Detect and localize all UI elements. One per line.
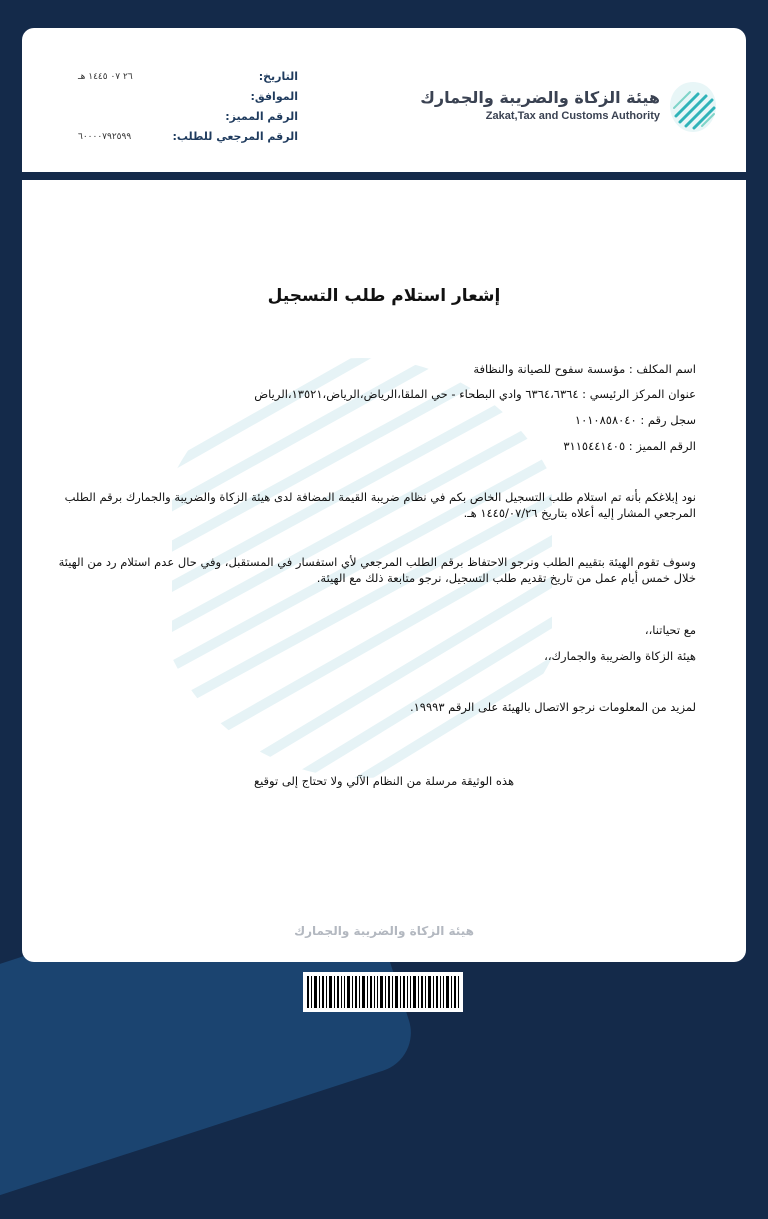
meta-corresponding-row [78, 90, 298, 110]
zatca-logo-icon [668, 80, 718, 134]
meta-distinct-number-label: الرقم المميز: [225, 110, 298, 123]
meta-date-value: ٢٦ ٠٧ ١٤٤٥ هـ [78, 72, 133, 82]
header-divider-band [22, 172, 746, 180]
evaluation-paragraph: وسوف تقوم الهيئة بتقييم الطلب ونرجو الاحتفاظ برقم الطلب المرجعي لأي استفسار في المستقبل، وفي حال عدم استلام رد من الهيئة خلال خمس أيام عمل من تاريخ تقديم طلب التسجيل، نرجو متابعة ذلك مع الهيئة. [58, 555, 696, 585]
meta-reference-row [78, 130, 298, 150]
distinct-number: الرقم المميز : ٣١١٥٤٤١٤٠٥ [563, 439, 696, 453]
barcode [303, 972, 463, 1012]
meta-corresponding-label: الموافق: [250, 90, 298, 103]
meta-reference-value: ٦٠٠٠٠٧٩٢٥٩٩ [78, 132, 132, 142]
taxpayer-name: اسم المكلف : مؤسسة سفوح للصيانة والنظافة [473, 362, 696, 376]
document-header [22, 28, 746, 172]
commercial-registration: سجل رقم : ١٠١٠٨٥٨٠٤٠ [574, 413, 696, 427]
automated-document-note: هذه الوثيقة مرسلة من النظام الآلي ولا تحتاج إلى توقيع [253, 774, 515, 788]
meta-date-row [78, 70, 298, 90]
logo-english-name: Zakat,Tax and Customs Authority [485, 110, 660, 122]
document-meta [78, 70, 298, 150]
document-page [22, 28, 746, 962]
watermark-stripes [172, 348, 552, 828]
meta-distinct-number-row [78, 110, 298, 130]
authority-logo [420, 80, 718, 136]
meta-reference-label: الرقم المرجعي للطلب: [172, 130, 298, 143]
contact-info: لمزيد من المعلومات نرجو الاتصال بالهيئة على الرقم ١٩٩٩٣. [409, 700, 696, 714]
meta-date-label: التاريخ: [258, 70, 298, 83]
closing-signature: هيئة الزكاة والضريبة والجمارك،، [544, 649, 696, 663]
logo-arabic-name: هيئة الزكاة والضريبة والجمارك [420, 88, 660, 107]
document-title: إشعار استلام طلب التسجيل [267, 286, 501, 306]
notice-paragraph: نود إبلاغكم بأنه تم استلام طلب التسجيل الخاص بكم في نظام ضريبة القيمة المضافة لدى هيئة الزكاة والضريبة والجمارك برقم الطلب المرجعي المشار إليه أعلاه بتاريخ ١٤٤٥/٠٧/٢٦ هـ. [64, 490, 696, 520]
head-office-address: عنوان المركز الرئيسي : ٦٣٦٤،٦٣٦٤ وادي البطحاء - حي الملقا،الرياض،الرياض،١٣٥٢١،الرياض [254, 387, 696, 401]
closing-greeting: مع تحياتنا،، [644, 623, 696, 637]
footer-brand: هيئة الزكاة والضريبة والجمارك [294, 924, 474, 938]
